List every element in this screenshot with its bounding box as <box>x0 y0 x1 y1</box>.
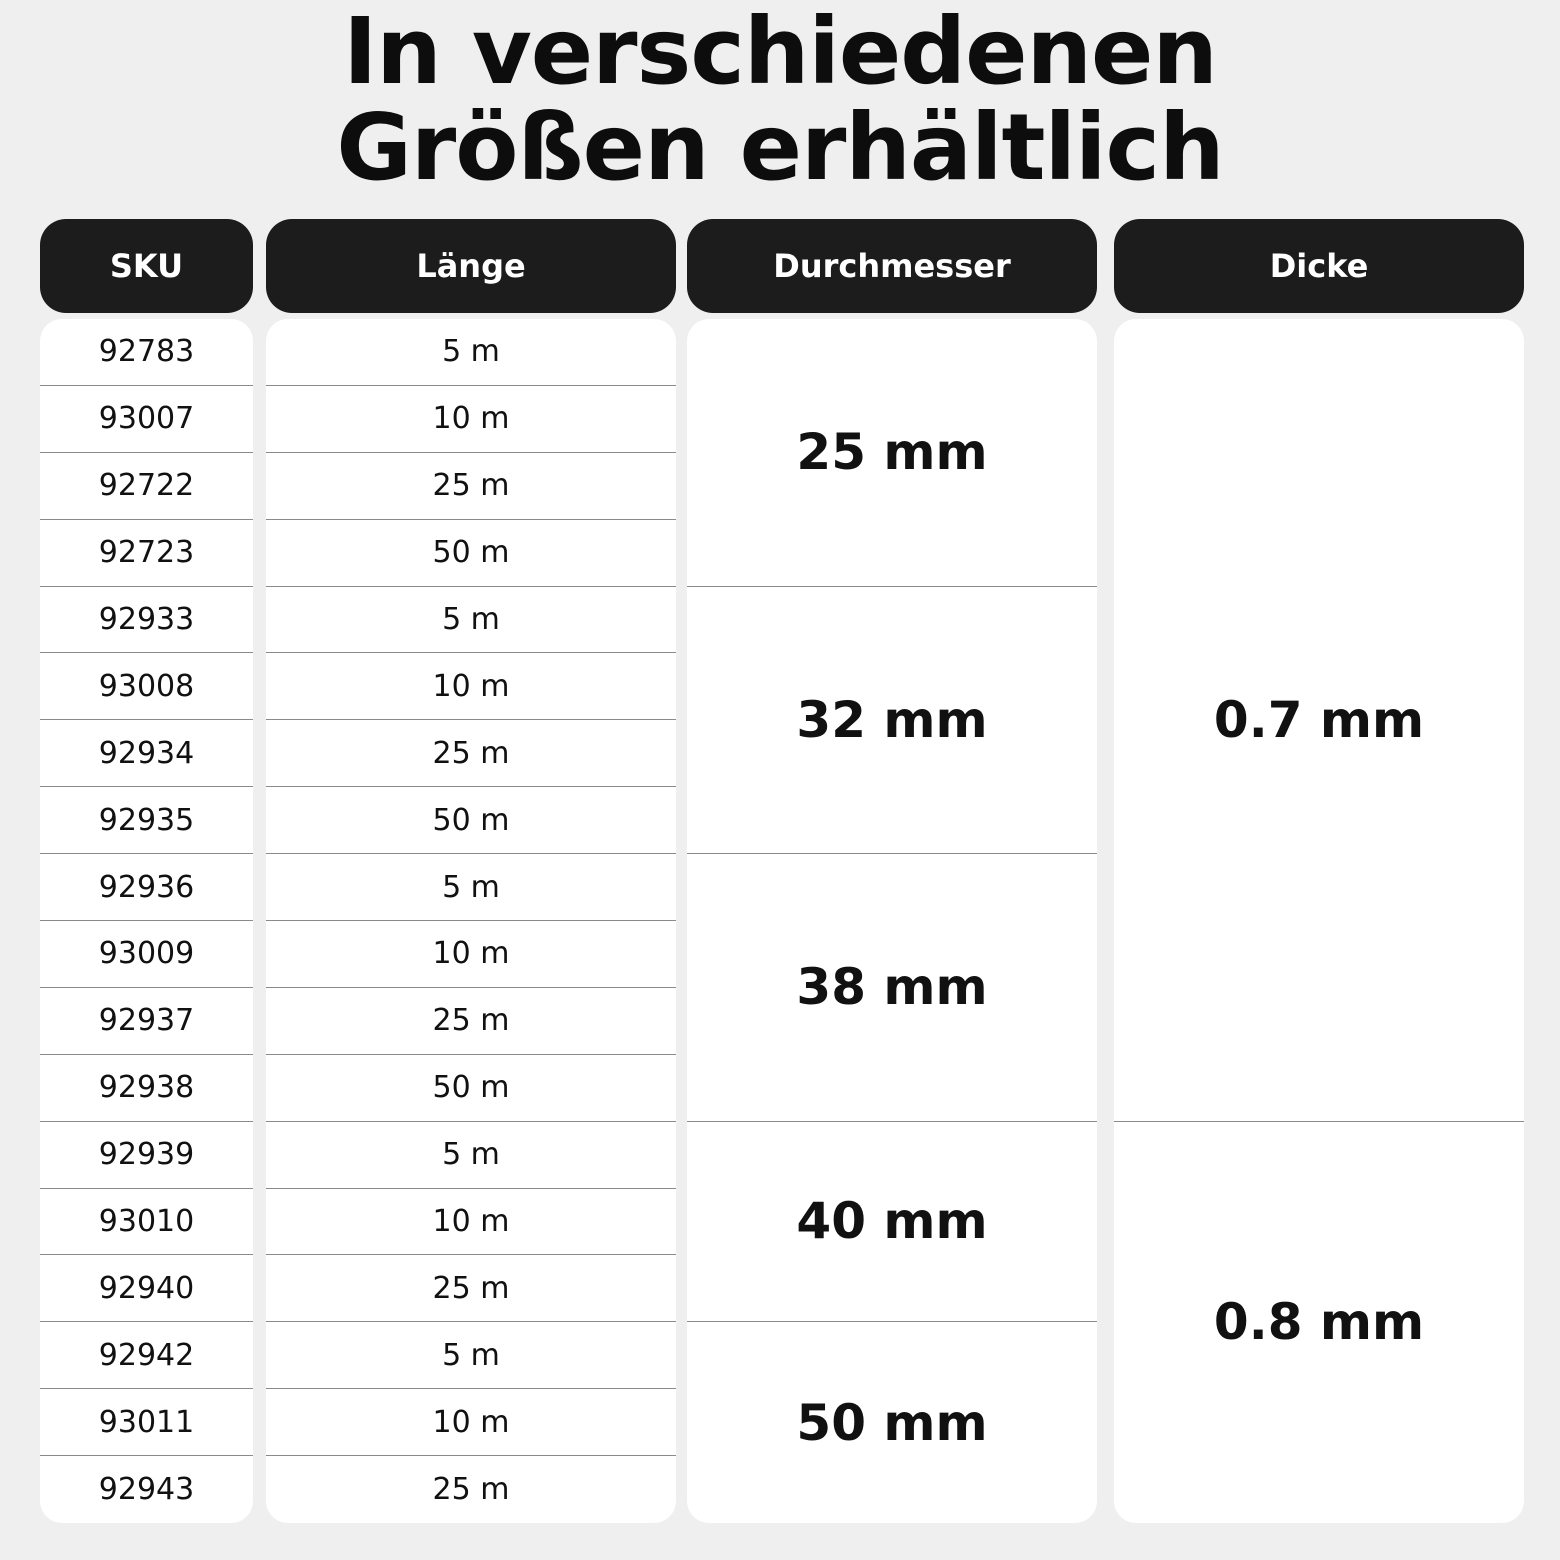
sku-cell: 92935 <box>40 787 253 854</box>
sku-cell: 92939 <box>40 1122 253 1189</box>
sku-cell: 92937 <box>40 988 253 1055</box>
laenge-cell: 25 m <box>266 720 676 787</box>
laenge-cell: 5 m <box>266 319 676 386</box>
sku-cell: 92723 <box>40 520 253 587</box>
laenge-cell: 10 m <box>266 1189 676 1256</box>
sku-cell: 93011 <box>40 1389 253 1456</box>
title-line-2: Größen erhältlich <box>336 94 1224 201</box>
laenge-cell: 25 m <box>266 1255 676 1322</box>
sku-cell: 92934 <box>40 720 253 787</box>
laenge-cell: 25 m <box>432 1472 510 1508</box>
durchmesser-cell: 40 mm <box>687 1122 1097 1323</box>
sku-cell: 92722 <box>40 453 253 520</box>
laenge-cell: 5 m <box>266 854 676 921</box>
sku-cell: 92943 <box>98 1472 195 1508</box>
laenge-cell: 10 m <box>266 1389 676 1456</box>
sku-cell: 92940 <box>40 1255 253 1322</box>
page-title <box>0 0 1560 201</box>
laenge-column <box>266 319 676 1523</box>
sku-cell: 92933 <box>40 587 253 654</box>
laenge-cell: 5 m <box>266 587 676 654</box>
dicke-cell: 0.8 mm <box>1213 1293 1425 1352</box>
dicke-column <box>1114 319 1524 1523</box>
header-dicke: Dicke <box>1114 219 1524 313</box>
sku-cell: 93009 <box>40 921 253 988</box>
dicke-cell: 0.7 mm <box>1114 319 1524 1122</box>
sku-cell: 92938 <box>40 1055 253 1122</box>
sku-cell: 92942 <box>40 1322 253 1389</box>
sku-cell: 93007 <box>40 386 253 453</box>
header-durchmesser: Durchmesser <box>687 219 1097 313</box>
durchmesser-cell: 32 mm <box>687 587 1097 855</box>
laenge-cell: 10 m <box>266 386 676 453</box>
laenge-cell: 25 m <box>266 453 676 520</box>
laenge-cell: 10 m <box>266 653 676 720</box>
sku-cell: 92783 <box>40 319 253 386</box>
laenge-cell: 50 m <box>266 520 676 587</box>
laenge-cell: 5 m <box>266 1322 676 1389</box>
durchmesser-cell: 38 mm <box>687 854 1097 1122</box>
sku-cell: 93008 <box>40 653 253 720</box>
durchmesser-cell: 50 mm <box>796 1393 988 1452</box>
sku-column <box>40 319 253 1523</box>
laenge-cell: 50 m <box>266 787 676 854</box>
header-laenge: Länge <box>266 219 676 313</box>
laenge-cell: 5 m <box>266 1122 676 1189</box>
sku-cell: 92936 <box>40 854 253 921</box>
header-sku: SKU <box>40 219 253 313</box>
durchmesser-cell: 25 mm <box>687 319 1097 587</box>
sku-cell: 93010 <box>40 1189 253 1256</box>
laenge-cell: 50 m <box>266 1055 676 1122</box>
laenge-cell: 25 m <box>266 988 676 1055</box>
title-line-1: In verschiedenen <box>343 0 1217 105</box>
durchmesser-column <box>687 319 1097 1523</box>
laenge-cell: 10 m <box>266 921 676 988</box>
